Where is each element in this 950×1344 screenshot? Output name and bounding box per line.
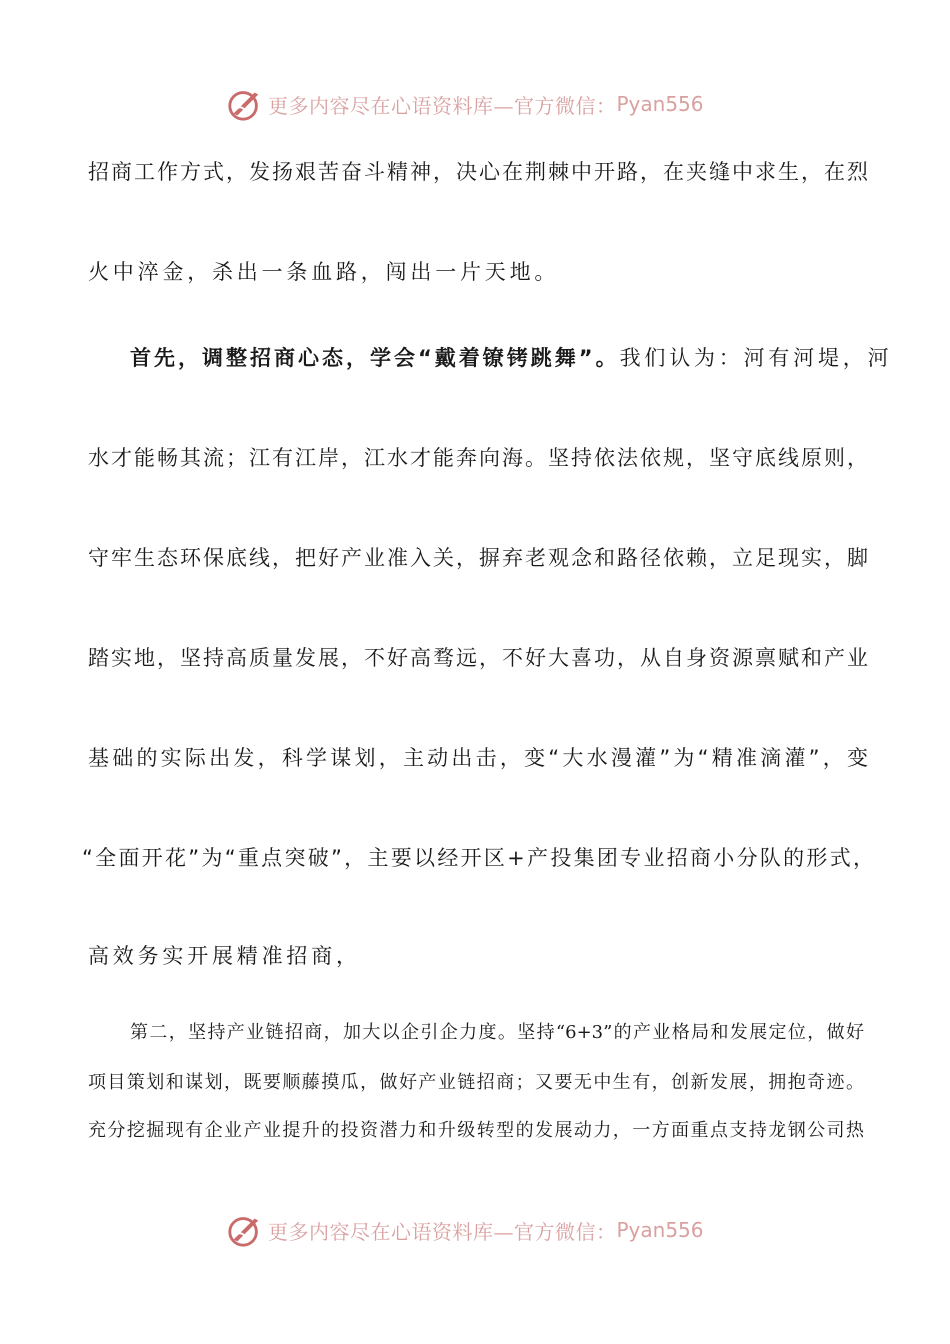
body-line-9: 高效务实开展精准招商， bbox=[88, 944, 361, 968]
body-line-6: 踏实地，坚持高质量发展，不好高骛远，不好大喜功，从自身资源禀赋和产业 bbox=[88, 646, 868, 670]
body-line-1: 招商工作方式，发扬艰苦奋斗精神，决心在荆棘中开路，在夹缝中求生，在烈 bbox=[88, 160, 868, 184]
body-line-5: 守牢生态环保底线，把好产业准入关，摒弃老观念和路径依赖，立足现实，脚 bbox=[88, 546, 868, 570]
watermark-text: 更多内容尽在心语资料库—官方微信： bbox=[268, 1219, 617, 1244]
body-line-8: “全面开花”为“重点突破”，主要以经开区+产投集团专业招商小分队的形式， bbox=[82, 846, 874, 870]
body-line-3-rest: 我们认为：河有河堤，河 bbox=[619, 346, 893, 370]
body-line-4: 水才能畅其流；江有江岸，江水才能奔向海。坚持依法依规，坚守底线原则， bbox=[88, 446, 868, 470]
watermark-wechat-id: Pyan556 bbox=[616, 92, 704, 116]
body-line-2: 火中淬金，杀出一条血路，闯出一片天地。 bbox=[88, 260, 560, 284]
heading-first-point: 首先，调整招商心态，学会“戴着镣铐跳舞”。 bbox=[130, 346, 620, 370]
watermark-text: 更多内容尽在心语资料库—官方微信： bbox=[268, 93, 617, 118]
watermark-wechat-id: Pyan556 bbox=[616, 1218, 704, 1242]
pen-seal-logo-icon bbox=[226, 85, 264, 123]
small-line-3: 充分挖掘现有企业产业提升的投资潜力和升级转型的发展动力，一方面重点支持龙钢公司热 bbox=[88, 1120, 864, 1141]
small-line-2: 项目策划和谋划，既要顺藤摸瓜，做好产业链招商；又要无中生有，创新发展，拥抱奇迹。 bbox=[88, 1072, 864, 1093]
pen-seal-logo-icon bbox=[226, 1211, 264, 1249]
small-line-1: 第二，坚持产业链招商，加大以企引企力度。坚持“6+3”的产业格局和发展定位，做好 bbox=[130, 1022, 864, 1043]
body-line-3 bbox=[130, 342, 893, 372]
watermark-footer bbox=[226, 1210, 704, 1250]
watermark-header bbox=[226, 84, 704, 124]
body-line-7: 基础的实际出发，科学谋划，主动出击，变“大水漫灌”为“精准滴灌”，变 bbox=[88, 746, 868, 770]
